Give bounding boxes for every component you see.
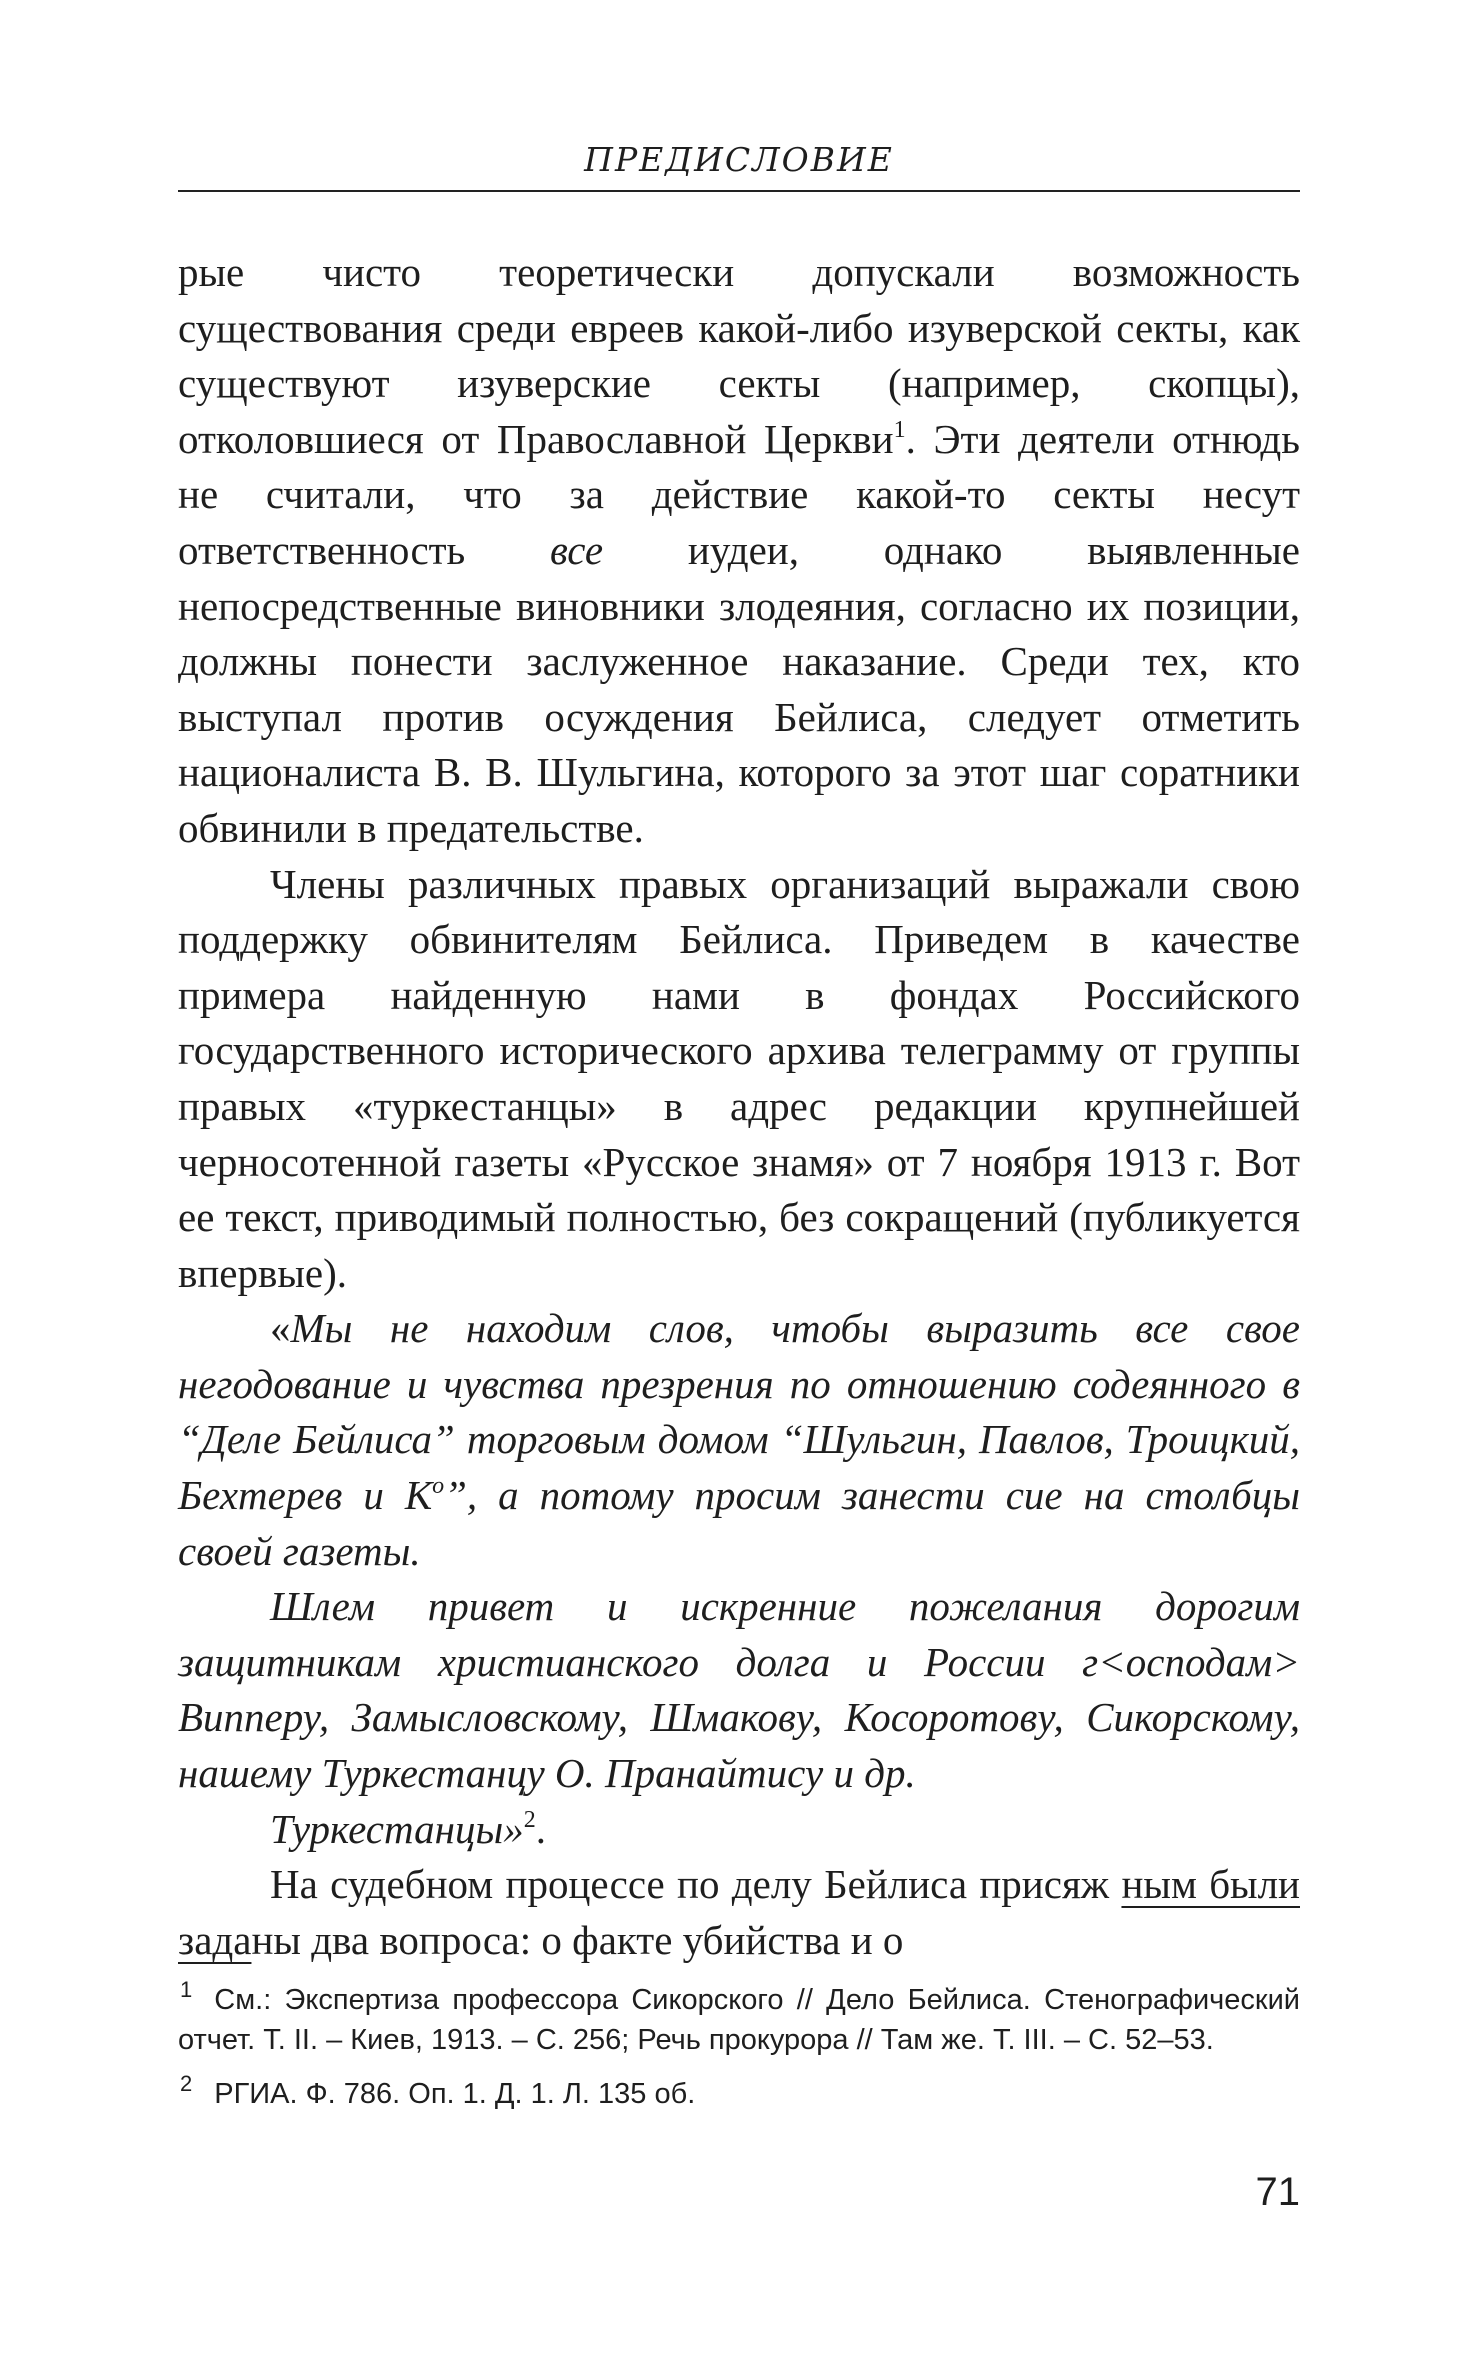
underlined-text: ным были зада [178, 1861, 1300, 1963]
quote-signature-text: Туркестанцы» [270, 1805, 524, 1852]
quote-open-mark: « [270, 1305, 291, 1352]
footnote-1-mark: 1 [180, 1977, 193, 2003]
footnote-ref-2[interactable]: 2 [523, 1806, 536, 1833]
footnote-2-text: РГИА. Ф. 786. Оп. 1. Д. 1. Л. 135 об. [214, 2078, 696, 2111]
main-text [178, 245, 1300, 1968]
quote-1-part-a: Мы не находим слов, чтобы выразить все свое негодование и чувства презрения по отношению содеянного в “Деле Бейлиса” торговым домом “Шульгин, Павлов, Троицкий, Бехтерев и К [178, 1305, 1300, 1519]
header-rule [178, 190, 1300, 192]
quote-1-superscript: о [432, 1473, 445, 1500]
paragraph-1-part-c: иудеи, однако выявленные непосредственные виновники злодеяния, согласно их позиции, должны понести заслуженное наказание. Среди тех, кто выступал против осуждения Бейлиса, следует отметить националиста В. В. Шульгина, которого за этот шаг соратники обвинили в предательстве. [178, 526, 1300, 851]
paragraph-2: Члены различных правых организаций выражали свою поддержку обвинителям Бейлиса. Приведем в качестве примера найденную нами в фондах Российского государственного исторического архива телеграмму от группы правых «туркестанцы» в адрес редакции крупнейшей черносотенной газеты «Русское знамя» от 7 ноября 1913 г. Вот ее текст, приводимый полностью, без сокращений (публикуется впервые). [178, 860, 1300, 1296]
quote-1-part-b: ”, а потому просим занести сие на столбцы своей газеты. [178, 1472, 1300, 1574]
running-title: ПРЕДИСЛОВИЕ [584, 140, 894, 179]
footnote-2 [178, 2071, 1300, 2114]
footnote-2-mark: 2 [180, 2071, 193, 2097]
paragraph-3 [178, 1857, 1300, 1968]
footnote-1 [178, 1977, 1300, 2060]
page-number: 71 [1255, 2170, 1300, 2214]
paragraph-1-part-a: рые чисто теоретически допускали возможность существования среди евреев какой-либо изуверской секты, как существуют изуверские секты (например, скопцы), отколовшиеся от Православной Церкви [178, 249, 1300, 462]
paragraph-1 [178, 245, 1300, 857]
footnote-1-text: См.: Экспертиза профессора Сикорского // Дело Бейлиса. Стенографический отчет. Т. II. – Киев, 1913. – С. 256; Речь прокурора // Там же. Т. III. – С. 52–53. [178, 1984, 1300, 2057]
paragraph-3-part-c: ны два вопроса: о факте убийства и о [251, 1916, 904, 1963]
quote-signature-end: . [535, 1805, 546, 1852]
quote-paragraph-2: Шлем привет и искренние пожелания дорогим защитникам христианского долга и России г<осподам> Випперу, Замысловскому, Шмакову, Косоротову, Сикорскому, нашему Туркестанцу О. Пранайтису и др. [178, 1583, 1300, 1797]
footnote-ref-1[interactable]: 1 [893, 416, 906, 443]
paragraph-3-part-a: На судебном процессе по делу Бейлиса присяж [270, 1861, 1110, 1908]
book-page [178, 140, 1300, 2280]
footnotes [178, 1977, 1300, 2114]
paragraph-1-part-b: . Эти деятели отнюдь не считали, что за действие какой-то секты несут ответственность [178, 415, 1300, 573]
quote-paragraph-1 [178, 1301, 1300, 1579]
emphasis-word: все [550, 526, 604, 573]
quote-signature [178, 1802, 1300, 1858]
